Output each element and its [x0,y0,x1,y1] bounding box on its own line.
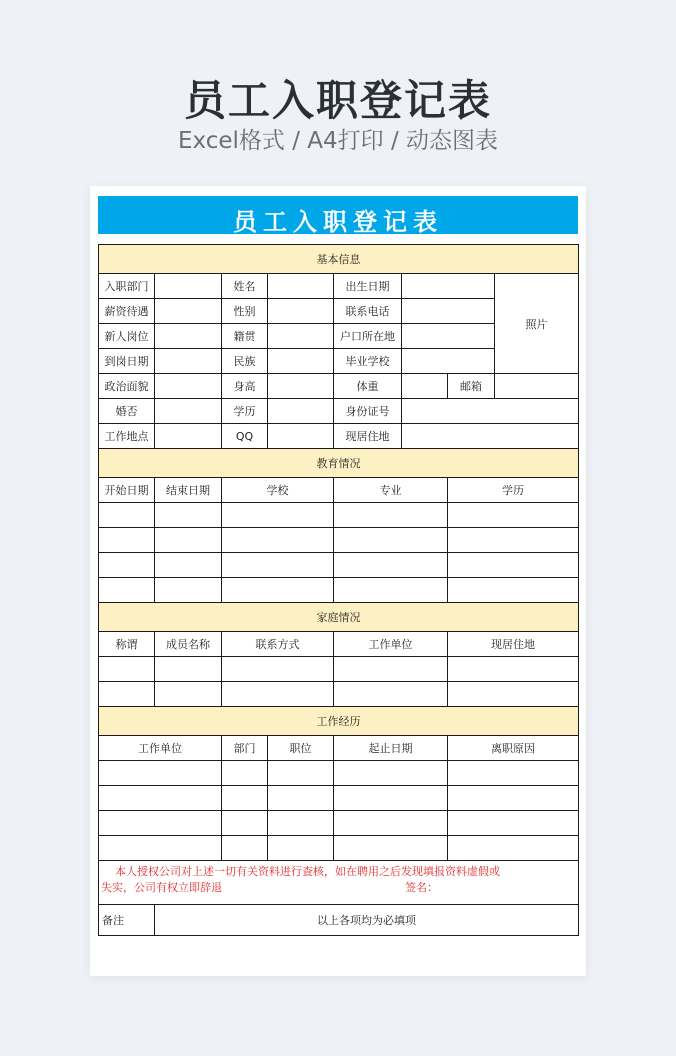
cell-ethnic[interactable] [268,349,334,374]
cell-salary[interactable] [155,299,222,324]
cell-political[interactable] [155,374,222,399]
family-cell[interactable] [155,657,222,682]
edu-cell[interactable] [155,578,222,603]
label-gender: 性别 [222,299,268,324]
signature-label: 签名： [405,881,438,894]
work-header-position: 职位 [268,736,334,761]
edu-cell[interactable] [334,503,448,528]
edu-cell[interactable] [222,528,334,553]
label-ethnic: 民族 [222,349,268,374]
family-cell[interactable] [448,682,579,707]
family-header-employer: 工作单位 [334,632,448,657]
cell-hukou[interactable] [402,324,495,349]
edu-row [99,503,579,528]
edu-row [99,578,579,603]
work-header-employer: 工作单位 [99,736,222,761]
edu-row [99,528,579,553]
family-header-title: 称谓 [99,632,155,657]
edu-header-major: 专业 [334,478,448,503]
work-header-dept: 部门 [222,736,268,761]
registration-sheet [98,244,579,936]
cell-workplace[interactable] [155,424,222,449]
family-cell[interactable] [334,682,448,707]
work-cell[interactable] [448,811,579,836]
hero-subtitle: Excel格式 / A4打印 / 动态图表 [177,128,499,154]
work-cell[interactable] [222,811,268,836]
edu-cell[interactable] [334,528,448,553]
family-cell[interactable] [99,682,155,707]
label-position: 新人岗位 [99,324,155,349]
declaration-cell [99,861,579,905]
declaration-line-2-wrap [101,880,576,896]
family-cell[interactable] [334,657,448,682]
family-cell[interactable] [99,657,155,682]
work-cell[interactable] [268,836,334,861]
work-cell[interactable] [268,786,334,811]
family-header-address: 现居住地 [448,632,579,657]
cell-weight[interactable] [402,374,448,399]
label-arrive: 到岗日期 [99,349,155,374]
family-row [99,657,579,682]
label-phone: 联系电话 [334,299,402,324]
work-header-reason: 离职原因 [448,736,579,761]
label-school: 毕业学校 [334,349,402,374]
cell-gender[interactable] [268,299,334,324]
photo-box[interactable]: 照片 [495,274,579,374]
label-email: 邮箱 [448,374,495,399]
edu-cell[interactable] [99,528,155,553]
cell-position[interactable] [155,324,222,349]
label-workplace: 工作地点 [99,424,155,449]
work-cell[interactable] [448,836,579,861]
form-title: 员工入职登记表 [233,208,443,236]
cell-name[interactable] [268,274,334,299]
work-cell[interactable] [334,811,448,836]
label-qq: QQ [222,424,268,449]
work-row [99,836,579,861]
edu-cell[interactable] [99,578,155,603]
label-marital: 婚否 [99,399,155,424]
work-cell[interactable] [448,786,579,811]
work-cell[interactable] [99,836,222,861]
edu-cell[interactable] [334,553,448,578]
work-cell[interactable] [268,761,334,786]
label-birth: 出生日期 [334,274,402,299]
label-address: 现居住地 [334,424,402,449]
family-cell[interactable] [155,682,222,707]
work-cell[interactable] [222,836,268,861]
work-cell[interactable] [99,786,222,811]
family-header-member: 成员名称 [155,632,222,657]
section-education: 教育情况 [99,449,579,478]
form-title-banner [98,196,578,234]
cell-school[interactable] [402,349,495,374]
work-cell[interactable] [334,761,448,786]
label-salary: 薪资待遇 [99,299,155,324]
edu-header-school: 学校 [222,478,334,503]
cell-idcard[interactable] [402,399,579,424]
remark-text[interactable]: 以上各项均为必填项 [155,905,579,936]
edu-cell[interactable] [155,553,222,578]
edu-cell[interactable] [448,503,579,528]
cell-arrive[interactable] [155,349,222,374]
edu-header-start: 开始日期 [99,478,155,503]
work-cell[interactable] [99,761,222,786]
hero-title: 员工入职登记表 [183,76,492,125]
cell-degree[interactable] [268,399,334,424]
edu-cell[interactable] [99,553,155,578]
cell-qq[interactable] [268,424,334,449]
edu-cell[interactable] [99,503,155,528]
label-idcard: 身份证号 [334,399,402,424]
cell-address[interactable] [402,424,579,449]
declaration-line-2: 失实，公司有权立即辞退 [101,881,222,894]
edu-cell[interactable] [222,578,334,603]
label-height: 身高 [222,374,268,399]
edu-cell[interactable] [448,528,579,553]
declaration-line-1: 本人授权公司对上述一切有关资料进行查核，如在聘用之后发现填报资料虚假或 [115,865,500,878]
family-row [99,682,579,707]
cell-email[interactable] [495,374,579,399]
family-cell[interactable] [222,682,334,707]
cell-native[interactable] [268,324,334,349]
cell-height[interactable] [268,374,334,399]
work-cell[interactable] [99,811,222,836]
work-row [99,761,579,786]
cell-dept[interactable] [155,274,222,299]
edu-header-degree: 学历 [448,478,579,503]
label-native: 籍贯 [222,324,268,349]
section-family: 家庭情况 [99,603,579,632]
edu-cell[interactable] [155,528,222,553]
work-cell[interactable] [222,786,268,811]
edu-cell[interactable] [222,503,334,528]
work-cell[interactable] [448,761,579,786]
edu-cell[interactable] [222,553,334,578]
section-work-history: 工作经历 [99,707,579,736]
work-row [99,786,579,811]
label-dept: 入职部门 [99,274,155,299]
edu-cell[interactable] [155,503,222,528]
cell-marital[interactable] [155,399,222,424]
label-political: 政治面貌 [99,374,155,399]
work-header-period: 起止日期 [334,736,448,761]
edu-header-end: 结束日期 [155,478,222,503]
edu-cell[interactable] [448,578,579,603]
remark-label: 备注 [99,905,155,936]
cell-phone[interactable] [402,299,495,324]
section-basic-info: 基本信息 [99,245,579,274]
edu-row [99,553,579,578]
work-row [99,811,579,836]
work-cell[interactable] [334,786,448,811]
label-hukou: 户口所在地 [334,324,402,349]
family-cell[interactable] [222,657,334,682]
edu-cell[interactable] [334,578,448,603]
family-cell[interactable] [448,657,579,682]
edu-cell[interactable] [448,553,579,578]
work-cell[interactable] [222,761,268,786]
label-degree: 学历 [222,399,268,424]
family-header-contact: 联系方式 [222,632,334,657]
cell-birth[interactable] [402,274,495,299]
label-weight: 体重 [334,374,402,399]
form-paper [90,186,586,976]
work-cell[interactable] [268,811,334,836]
label-name: 姓名 [222,274,268,299]
work-cell[interactable] [334,836,448,861]
